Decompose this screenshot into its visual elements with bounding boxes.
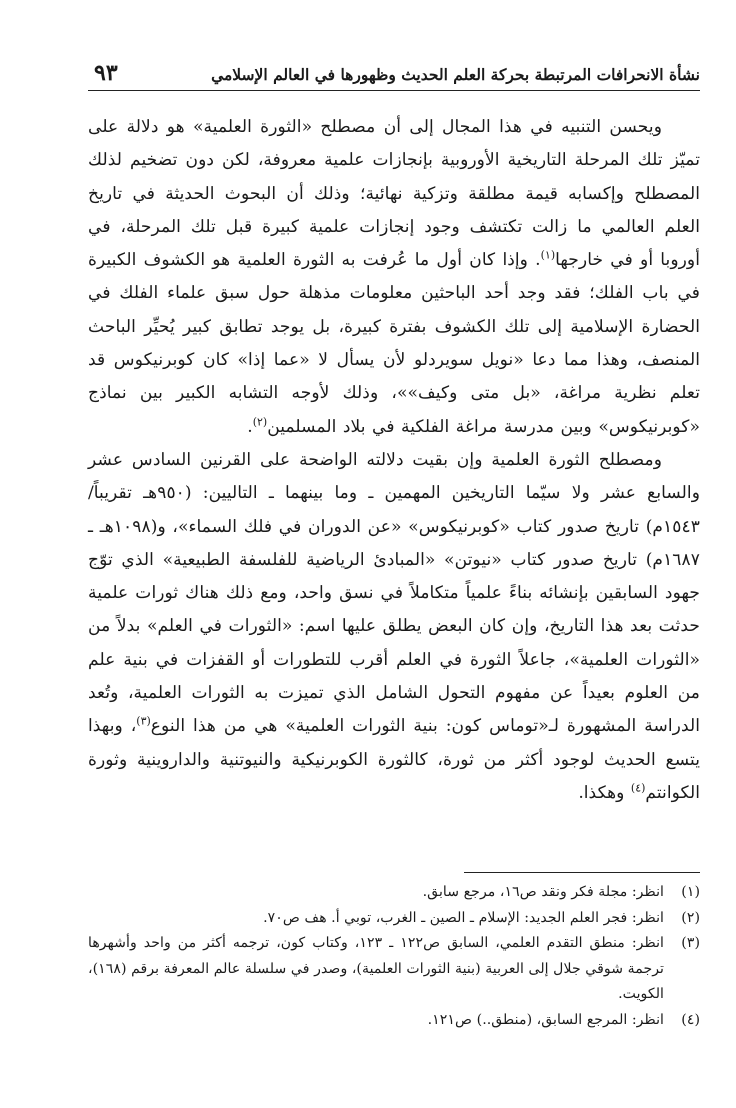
footnote-text: انظر: المرجع السابق، (منطق..) ص١٢١. — [427, 1011, 664, 1028]
footnote-number: (٤) — [681, 1011, 700, 1028]
footnote-ref-3: (٣) — [136, 714, 151, 728]
footnote-separator — [464, 872, 700, 873]
main-text — [88, 111, 700, 810]
footnote-text: انظر: منطق التقدم العلمي، السابق ص١٢٢ ـ ١٢٣، وكتاب كون، ترجمه أكثر من واحد وأشهرها ترجمة شوقي جلال إلى العربية (بنية الثورات العلمية)، وصدر في سلسلة عالم المعرفة برقم (١٦٨)، الكويت. — [88, 935, 664, 1002]
paragraph-1 — [88, 111, 700, 444]
paragraph-2 — [88, 444, 700, 810]
footnote-number: (٣) — [681, 935, 700, 951]
book-page — [88, 60, 700, 1100]
paragraph-1-text-a: ويحسن التنبيه في هذا المجال إلى أن مصطلح «الثورة العلمية» هو دلالة على تميّز تلك المرحلة التاريخية الأوروبية بإنجازات علمية معروفة، لكن دون تضخيم لذلك المصطلح وإكسابه قيمة مطلقة وتزكية نهائية؛ وذلك أن البحوث الحديثة في تاريخ العلم العالمي ما زالت تكتشف وجود إنجازات علمية كبيرة قبل تلك المرحلة، في أوروبا أو في خارجها — [88, 117, 701, 271]
footnote-ref-2: (٢) — [252, 414, 268, 428]
paragraph-2-text-a: ومصطلح الثورة العلمية وإن بقيت دلالته الواضحة على القرنين السادس عشر والسابع عشر ولا سيّما التاريخين المهمين ـ وما بينهما ـ التاليين: (٩٥٠هـ تقريباً/ ١٥٤٣م) تاريخ صدور كتاب «كوبرنيكوس» «عن الدوران في فلك السماء»، و(١٠٩٨هـ ـ ١٦٨٧م) تاريخ صدور كتاب «نيوتن» «المبادئ الرياضية للفلسفة الطبيعية» الذي توّج جهود السابقين بإنشائه بناءً علمياً متكاملاً في نسق واحد، ومع ذلك هناك ثورات علمية حدثت بعد هذا التاريخ، وإن كان البعض يطلق عليها اسم: «الثورات في العلم» بدلاً من «الثورات العلمية»، جاعلاً الثورة في العلم أقرب للتطورات أو القفزات في بنية علم من العلوم بعيداً عن مفهوم التحول الشامل الذي تميزت به الثورات العلمية، وتُعد الدراسة المشهورة لـ«توماس كون: بنية الثورات العلمية» هي من هذا النوع — [88, 449, 700, 737]
footnote-ref-4: (٤) — [630, 781, 646, 795]
paragraph-1-text-c: . — [247, 416, 253, 437]
footnote-text: انظر: فجر العلم الجديد: الإسلام ـ الصين ـ الغرب، توبي أ. هف ص٧٠. — [263, 909, 664, 926]
footnote-number: (١) — [681, 884, 700, 900]
paragraph-1-text-b: . وإذا كان أول ما عُرفت به الثورة العلمية هو الكشوف الكبيرة في باب الفلك؛ فقد وجد أحد الباحثين معلومات مذهلة حول سبق علماء الفلك في الحضارة الإسلامية إلى تلك الكشوف بفترة كبيرة، بل يوجد تطابق كبير يُحيِّر الباحث المنصف، وهذا مما دعا «نويل سويردلو لأن يسأل لا «عما إذا» كان كوبرنيكوس قد تعلم نظرية مراغة، «بل متى وكيف»»، وذلك لأوجه التشابه الكبير بين نماذج «كوبرنيكوس» وبين مدرسة مراغة الفلكية في بلاد المسلمين — [88, 250, 700, 437]
running-title: نشأة الانحرافات المرتبطة بحركة العلم الحديث وظهورها في العالم الإسلامي — [211, 65, 700, 84]
footnote-text: انظر: مجلة فكر ونقد ص١٦، مرجع سابق. — [422, 884, 664, 900]
footnote-number: (٢) — [681, 909, 700, 926]
footnote-item — [88, 880, 700, 906]
running-header — [88, 60, 700, 91]
paragraph-2-text-c: وهكذا. — [578, 782, 631, 803]
page-number: ٩٣ — [94, 60, 118, 86]
footnote-item — [88, 906, 700, 932]
footnote-item — [88, 931, 700, 1008]
footnotes — [88, 880, 700, 1033]
footnote-ref-1: (١) — [540, 248, 556, 262]
footnote-item — [88, 1008, 700, 1034]
paragraph-2-text-b: ، وبهذا يتسع الحديث لوجود أكثر من ثورة، كالثورة الكوبرنيكية والنيوتنية والداروينية وثورة الكوانتم — [88, 716, 700, 803]
